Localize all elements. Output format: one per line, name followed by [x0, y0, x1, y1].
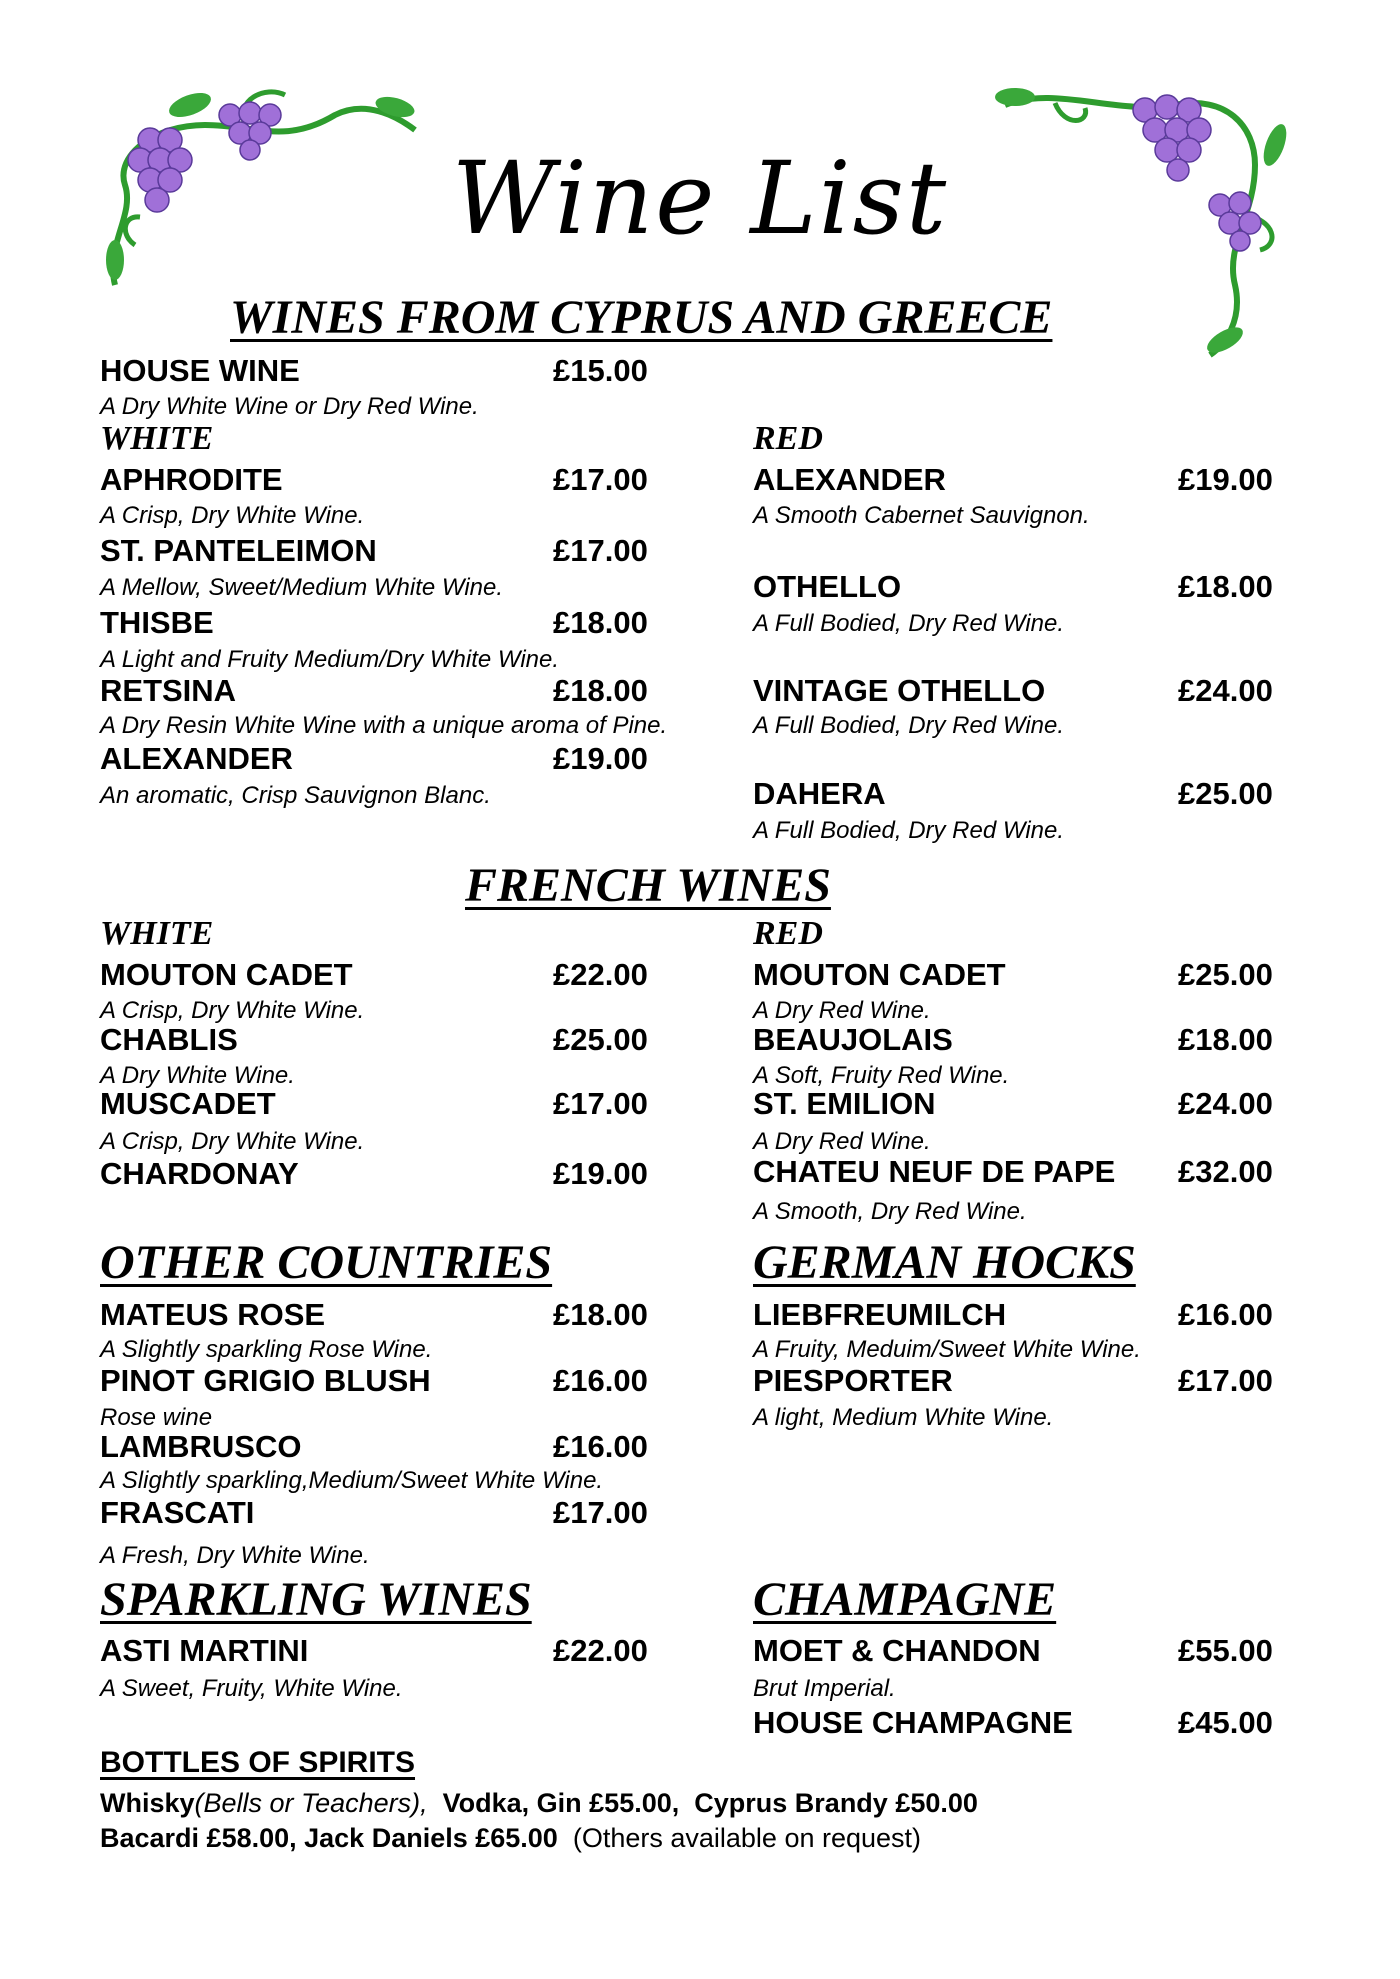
wine-price: £18.00 [553, 673, 648, 708]
spirit-whisky-note: (Bells or Teachers), [194, 1788, 428, 1818]
section-french-wines: FRENCH WINES [465, 859, 831, 912]
wine-name: CHARDONAY [100, 1156, 299, 1191]
wine-price: £55.00 [1178, 1633, 1273, 1668]
wine-price: £17.00 [553, 462, 648, 497]
wine-name: VINTAGE OTHELLO [753, 673, 1046, 708]
house-wine-price: £15.00 [553, 353, 648, 388]
wine-desc: A Sweet, Fruity, White Wine. [100, 1675, 403, 1702]
page-title: Wine List [451, 140, 949, 257]
wine-desc: A Full Bodied, Dry Red Wine. [753, 817, 1065, 844]
wine-name: MOUTON CADET [753, 957, 1006, 992]
wine-name: ASTI MARTINI [100, 1633, 309, 1668]
wine-price: £32.00 [1178, 1154, 1273, 1189]
wine-price: £22.00 [553, 957, 648, 992]
wine-name: MOET & CHANDON [753, 1633, 1041, 1668]
wine-name: RETSINA [100, 673, 237, 708]
spirits-note: (Others available on request) [572, 1823, 922, 1853]
cyprus-red-subhead: RED [753, 420, 823, 457]
wine-name: THISBE [100, 605, 214, 640]
wine-desc: A Full Bodied, Dry Red Wine. [753, 712, 1065, 739]
wine-price: £22.00 [553, 1633, 648, 1668]
cyprus-white-subhead: WHITE [100, 420, 214, 457]
house-wine-name: HOUSE WINE [100, 353, 300, 388]
spirit-whisky: Whisky [100, 1788, 195, 1818]
wine-price: £25.00 [1178, 776, 1273, 811]
wine-desc: A Slightly sparkling,Medium/Sweet White Wine. [100, 1467, 604, 1494]
wine-price: £17.00 [553, 1086, 648, 1121]
wine-desc: Brut Imperial. [753, 1675, 896, 1702]
spirits-line-1 [100, 1788, 978, 1819]
french-red-subhead: RED [753, 915, 823, 952]
wine-desc: A Smooth Cabernet Sauvignon. [753, 502, 1090, 529]
house-wine-desc: A Dry White Wine or Dry Red Wine. [100, 393, 479, 420]
wine-desc: A Fresh, Dry White Wine. [100, 1542, 370, 1569]
french-white-subhead: WHITE [100, 915, 214, 952]
spirits-heading: BOTTLES OF SPIRITS [100, 1746, 416, 1779]
wine-name: ST. EMILION [753, 1086, 936, 1121]
wine-desc: A light, Medium White Wine. [753, 1404, 1054, 1431]
wine-name: ALEXANDER [100, 741, 293, 776]
wine-name: MATEUS ROSE [100, 1297, 326, 1332]
wine-desc: A Light and Fruity Medium/Dry White Wine. [100, 646, 560, 673]
wine-desc: A Full Bodied, Dry Red Wine. [753, 610, 1065, 637]
section-cyprus-greece: WINES FROM CYPRUS AND GREECE [230, 291, 1053, 344]
wine-name: ST. PANTELEIMON [100, 533, 377, 568]
wine-name: DAHERA [753, 776, 886, 811]
spirit-cyprus-brandy: Cyprus Brandy £50.00 [694, 1788, 978, 1818]
wine-name: APHRODITE [100, 462, 283, 497]
wine-price: £17.00 [1178, 1363, 1273, 1398]
wine-desc: A Fruity, Meduim/Sweet White Wine. [753, 1336, 1141, 1363]
wine-name: MUSCADET [100, 1086, 276, 1121]
wine-price: £16.00 [553, 1363, 648, 1398]
wine-price: £17.00 [553, 1495, 648, 1530]
wine-desc: A Crisp, Dry White Wine. [100, 502, 365, 529]
wine-price: £17.00 [553, 533, 648, 568]
wine-desc: A Dry Red Wine. [753, 1128, 931, 1155]
wine-name: BEAUJOLAIS [753, 1022, 953, 1057]
spirit-bacardi-jack: Bacardi £58.00, Jack Daniels £65.00 [100, 1823, 558, 1853]
wine-name: CHABLIS [100, 1022, 238, 1057]
wine-name: PINOT GRIGIO BLUSH [100, 1363, 431, 1398]
wine-price: £18.00 [553, 605, 648, 640]
wine-price: £18.00 [1178, 1022, 1273, 1057]
wine-price: £19.00 [1178, 462, 1273, 497]
wine-name: LIEBFREUMILCH [753, 1297, 1007, 1332]
wine-price: £19.00 [553, 741, 648, 776]
wine-name: OTHELLO [753, 569, 902, 604]
wine-desc: A Dry Resin White Wine with a unique aroma of Pine. [100, 712, 668, 739]
wine-name: FRASCATI [100, 1495, 255, 1530]
wine-price: £18.00 [553, 1297, 648, 1332]
wine-price: £25.00 [553, 1022, 648, 1057]
spirits-line-2 [100, 1823, 921, 1854]
wine-name: MOUTON CADET [100, 957, 353, 992]
wine-price: £25.00 [1178, 957, 1273, 992]
spirit-vodka-gin: Vodka, Gin £55.00, [442, 1788, 680, 1818]
wine-price: £24.00 [1178, 673, 1273, 708]
section-sparkling-wines: SPARKLING WINES [100, 1573, 532, 1626]
wine-name: PIESPORTER [753, 1363, 953, 1398]
section-german-hocks: GERMAN HOCKS [753, 1236, 1136, 1289]
wine-desc: A Slightly sparkling Rose Wine. [100, 1336, 433, 1363]
wine-desc: A Soft, Fruity Red Wine. [753, 1062, 1010, 1089]
wine-name: ALEXANDER [753, 462, 946, 497]
wine-desc: A Smooth, Dry Red Wine. [753, 1198, 1027, 1225]
wine-price: £24.00 [1178, 1086, 1273, 1121]
wine-price: £19.00 [553, 1156, 648, 1191]
wine-price: £16.00 [1178, 1297, 1273, 1332]
wine-desc: Rose wine [100, 1404, 213, 1431]
wine-price: £16.00 [553, 1429, 648, 1464]
wine-desc: A Crisp, Dry White Wine. [100, 1128, 365, 1155]
wine-desc: An aromatic, Crisp Sauvignon Blanc. [100, 782, 491, 809]
wine-desc: A Mellow, Sweet/Medium White Wine. [100, 574, 504, 601]
wine-price: £45.00 [1178, 1705, 1273, 1740]
wine-name: HOUSE CHAMPAGNE [753, 1705, 1073, 1740]
wine-desc: A Dry Red Wine. [753, 997, 931, 1024]
wine-desc: A Crisp, Dry White Wine. [100, 997, 365, 1024]
section-other-countries: OTHER COUNTRIES [100, 1236, 553, 1289]
section-champagne: CHAMPAGNE [753, 1573, 1057, 1626]
wine-desc: A Dry White Wine. [100, 1062, 295, 1089]
wine-price: £18.00 [1178, 569, 1273, 604]
wine-name: LAMBRUSCO [100, 1429, 302, 1464]
wine-name: CHATEU NEUF DE PAPE [753, 1154, 1116, 1189]
